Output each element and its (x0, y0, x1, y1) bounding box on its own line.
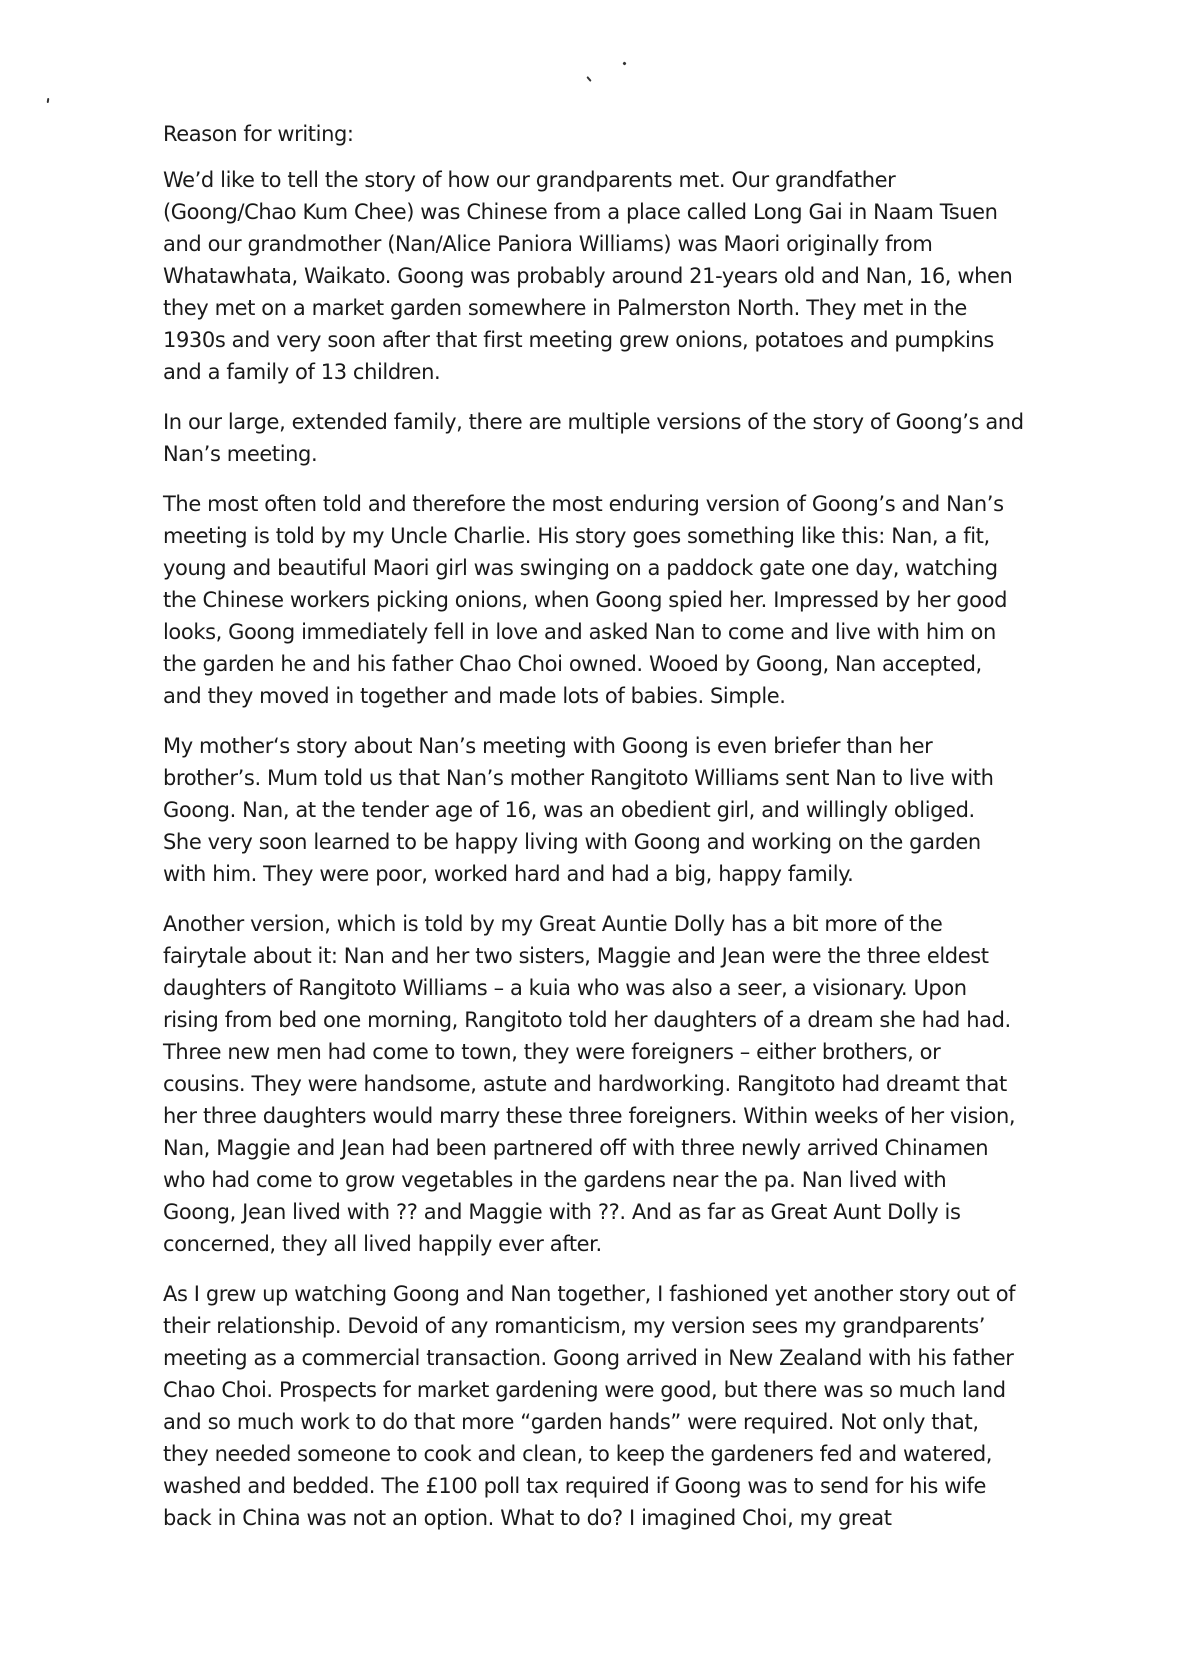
text-line: Chao Choi. Prospects for market gardening were good, but there was so much land (163, 1378, 1006, 1402)
text-line: rising from bed one morning, Rangitoto told her daughters of a dream she had had. (163, 1008, 1011, 1032)
text-line: brother’s. Mum told us that Nan’s mother Rangitoto Williams sent Nan to live with (163, 766, 994, 790)
text-line: back in China was not an option. What to do? I imagined Choi, my great (163, 1506, 892, 1530)
text-line: and they moved in together and made lots of babies. Simple. (163, 684, 786, 708)
text-line: Goong. Nan, at the tender age of 16, was an obedient girl, and willingly obliged. (163, 798, 975, 822)
text-line: As I grew up watching Goong and Nan together, I fashioned yet another story out of (163, 1282, 1016, 1306)
text-line: Nan’s meeting. (163, 442, 318, 466)
text-line: 1930s and very soon after that first meeting grew onions, potatoes and pumpkins (163, 328, 994, 352)
paragraph-uncle-charlie (163, 488, 1063, 712)
text-line: they needed someone to cook and clean, to keep the gardeners fed and watered, (163, 1442, 993, 1466)
paragraph-author-version (163, 1278, 1063, 1534)
text-line: She very soon learned to be happy living with Goong and working on the garden (163, 830, 981, 854)
text-line: and so much work to do that more “garden hands” were required. Not only that, (163, 1410, 979, 1434)
text-line: with him. They were poor, worked hard and had a big, happy family. (163, 862, 854, 886)
text-line: We’d like to tell the story of how our grandparents met. Our grandfather (163, 168, 896, 192)
text-line: cousins. They were handsome, astute and hardworking. Rangitoto had dreamt that (163, 1072, 1007, 1096)
paragraph-versions (163, 406, 1063, 470)
text-line: Nan, Maggie and Jean had been partnered off with three newly arrived Chinamen (163, 1136, 989, 1160)
text-line: concerned, they all lived happily ever after. (163, 1232, 602, 1256)
text-line: their relationship. Devoid of any romanticism, my version sees my grandparents’ (163, 1314, 986, 1338)
text-line: My mother‘s story about Nan’s meeting with Goong is even briefer than her (163, 734, 933, 758)
paragraph-mother (163, 730, 1063, 890)
text-line: fairytale about it: Nan and her two sisters, Maggie and Jean were the three eldest (163, 944, 989, 968)
text-line: her three daughters would marry these three foreigners. Within weeks of her vision, (163, 1104, 1016, 1128)
text-line: Another version, which is told by my Great Auntie Dolly has a bit more of the (163, 912, 943, 936)
paragraph-auntie-dolly (163, 908, 1063, 1260)
text-line: and our grandmother (Nan/Alice Paniora Williams) was Maori originally from (163, 232, 933, 256)
document-body (163, 118, 1063, 1552)
text-line: In our large, extended family, there are multiple versions of the story of Goong’s and (163, 410, 1024, 434)
text-line: Three new men had come to town, they were foreigners – either brothers, or (163, 1040, 941, 1064)
document-heading: Reason for writing: (163, 122, 354, 146)
text-line: meeting as a commercial transaction. Goong arrived in New Zealand with his father (163, 1346, 1014, 1370)
scan-speck (622, 61, 626, 65)
text-line: and a family of 13 children. (163, 360, 441, 384)
text-line: daughters of Rangitoto Williams – a kuia who was also a seer, a visionary. Upon (163, 976, 967, 1000)
text-line: Whatawhata, Waikato. Goong was probably around 21-years old and Nan, 16, when (163, 264, 1013, 288)
text-line: Goong, Jean lived with ?? and Maggie with ??. And as far as Great Aunt Dolly is (163, 1200, 961, 1224)
text-line: (Goong/Chao Kum Chee) was Chinese from a place called Long Gai in Naam Tsuen (163, 200, 998, 224)
scan-speck (586, 76, 591, 82)
text-line: looks, Goong immediately fell in love and asked Nan to come and live with him on (163, 620, 996, 644)
text-line: The most often told and therefore the most enduring version of Goong’s and Nan’s (163, 492, 1004, 516)
text-line: the garden he and his father Chao Choi owned. Wooed by Goong, Nan accepted, (163, 652, 982, 676)
paragraph-intro (163, 164, 1063, 388)
scan-speck (47, 98, 50, 103)
text-line: the Chinese workers picking onions, when Goong spied her. Impressed by her good (163, 588, 1008, 612)
text-line: who had come to grow vegetables in the gardens near the pa. Nan lived with (163, 1168, 947, 1192)
text-line: they met on a market garden somewhere in Palmerston North. They met in the (163, 296, 967, 320)
text-line: young and beautiful Maori girl was swinging on a paddock gate one day, watching (163, 556, 998, 580)
text-line: meeting is told by my Uncle Charlie. His story goes something like this: Nan, a fit, (163, 524, 990, 548)
text-line: washed and bedded. The £100 poll tax required if Goong was to send for his wife (163, 1474, 986, 1498)
